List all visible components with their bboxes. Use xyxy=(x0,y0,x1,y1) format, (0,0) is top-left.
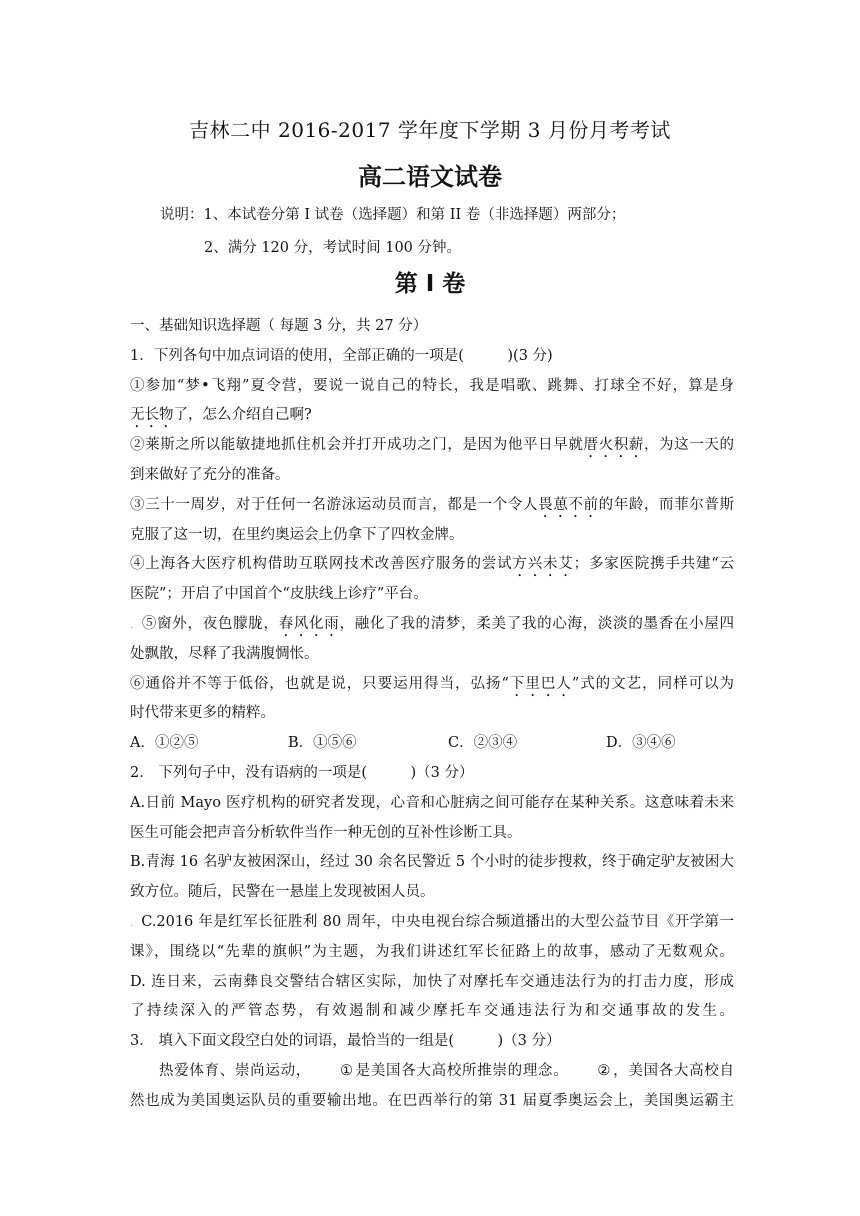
q1-sentence-4: ④上海各大医疗机构借助互联网技术改善医疗服务的尝试方兴未艾；多家医院携手共建“云 xyxy=(130,556,734,573)
blank-2: ② xyxy=(568,1057,612,1087)
exam-subtitle: 高二语文试卷 xyxy=(358,163,502,191)
option-a: A．①②⑤ xyxy=(130,735,199,752)
q2-option-d: D. 连日来，云南彝良交警结合辖区实际，加快了对摩托车交通违法行为的打击力度，形成 xyxy=(130,973,734,990)
q2-option-a-cont: 医生可能会把声音分析软件当作一种无创的互补性诊断工具。 xyxy=(130,824,522,841)
exam-body xyxy=(130,312,734,1117)
stray-mark: . xyxy=(130,917,134,929)
dotted-term: 无长物 xyxy=(130,407,174,424)
q1-sentence-6: ⑥通俗并不等于低俗，也就是说，只要运用得当，弘扬“下里巴人”式的文艺，同样可以为 xyxy=(130,675,734,692)
q2-option-b-cont: 致方位。随后，民警在一悬崖上发现被困人员。 xyxy=(130,884,435,901)
exam-title: 吉林二中 2016-2017 学年度下学期 3 月份月考考试 xyxy=(189,118,671,142)
q1-sentence-5-cont: 处飘散，尽释了我满腹惆怅。 xyxy=(130,645,319,662)
q1-sentence-5: . ⑤窗外，夜色朦胧，春风化雨，融化了我的清梦，柔美了我的心海，淡淡的墨香在小屋四 xyxy=(130,615,734,632)
q1-sentence-3: ③三十一周岁，对于任何一名游泳运动员而言，都是一个令人畏葸不前的年龄，而菲尔普斯 xyxy=(130,496,734,513)
stray-mark: . xyxy=(130,619,134,631)
question-3-stem: 3． 填入下面文段空白处的词语，最恰当的一组是( )（3 分） xyxy=(130,1033,561,1050)
option-b: B．①⑤⑥ xyxy=(288,735,357,752)
q3-passage-line-1: 热爱体育、崇尚运动， ① 是美国各大高校所推崇的理念。 ② ，美国各大高校自 xyxy=(130,1057,734,1087)
q2-option-c-cont: 课》，围绕以“先辈的旗帜”为主题，为我们讲述红军长征路上的故事，感动了无数观众。 xyxy=(130,943,734,960)
q3-passage-line-2: 然也成为美国奥运队员的重要输出地。在巴西举行的第 31 届夏季奥运会上，美国奥运霸主 xyxy=(130,1092,734,1109)
instruction-2: 2、满分 120 分，考试时间 100 分钟。 xyxy=(204,240,462,256)
question-2-stem: 2． 下列句子中，没有语病的一项是( )（3 分） xyxy=(130,764,474,781)
q1-sentence-6-cont: 时代带来更多的精粹。 xyxy=(130,705,275,722)
dotted-term: 方兴未艾 xyxy=(512,556,574,573)
volume-heading: 第 I 卷 xyxy=(394,271,466,297)
q1-sentence-1: ①参加“梦•飞翔”夏令营，要说一说自己的特长，我是唱歌、跳舞、打球全不好，算是身 xyxy=(130,377,734,394)
q2-option-a: A.日前 Mayo 医疗机构的研究者发现，心音和心脏病之间可能存在某种关系。这意味着未来 xyxy=(130,794,734,811)
blank-1: ① xyxy=(311,1057,355,1087)
q1-sentence-1-cont: 无长物了，怎么介绍自己啊? xyxy=(130,407,312,424)
q1-sentence-2: ②莱斯之所以能敏捷地抓住机会并打开成功之门，是因为他平日早就厝火积薪，为这一天的 xyxy=(130,437,734,454)
q1-sentence-4-cont: 医院”；开启了中国首个“皮肤线上诊疗”平台。 xyxy=(130,586,428,603)
q1-sentence-3-cont: 克服了这一切，在里约奥运会上仍拿下了四枚金牌。 xyxy=(130,526,464,543)
option-c: C．②③④ xyxy=(448,735,518,752)
q2-option-b: B.青海 16 名驴友被困深山，经过 30 余名民警近 5 个小时的徒步搜救，终于确定驴友被困大 xyxy=(130,854,734,871)
instruction-1: 说明：1、本试卷分第 I 试卷（选择题）和第 II 卷（非选择题）两部分； xyxy=(160,207,626,223)
option-d: D．③④⑥ xyxy=(606,735,676,752)
q2-option-d-cont: 了持续深入的严管态势，有效遏制和减少摩托车交通违法行为和交通事故的发生。 xyxy=(130,1003,734,1020)
section-heading: 一、基础知识选择题（ 每题 3 分，共 27 分） xyxy=(130,318,428,334)
dotted-term: 下里巴人 xyxy=(508,675,572,692)
dotted-term: 畏葸不前 xyxy=(538,496,599,513)
dotted-term: 春风化雨 xyxy=(278,615,340,632)
q1-sentence-2-cont: 到来做好了充分的准备。 xyxy=(130,466,290,483)
q2-option-c: . C.2016 年是红军长征胜利 80 周年，中央电视台综合频道播出的大型公益节目《开学第一 xyxy=(130,913,734,930)
q1-options xyxy=(130,729,734,759)
dotted-term: 厝火积薪 xyxy=(583,437,644,454)
question-1-stem: 1．下列各句中加点词语的使用，全部正确的一项是( )(3 分) xyxy=(130,347,553,364)
